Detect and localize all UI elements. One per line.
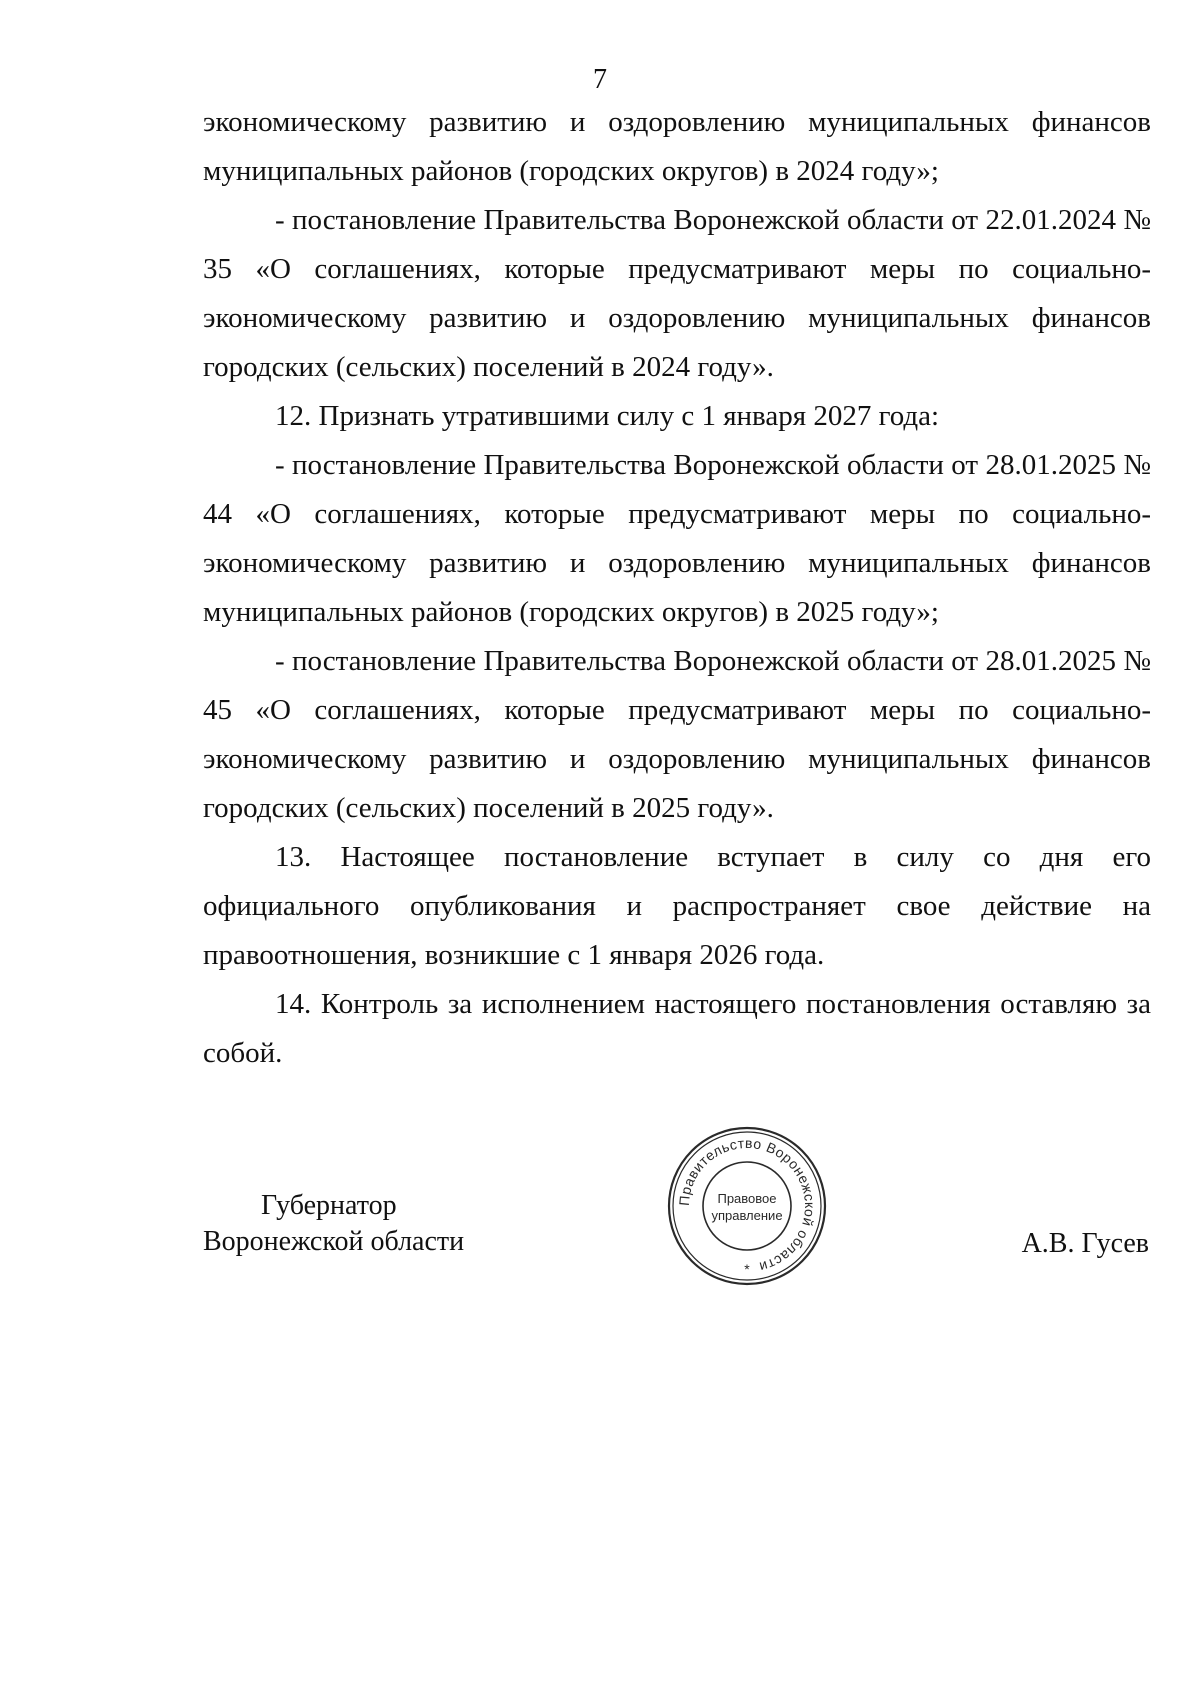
paragraph-item: 13. Настоящее постановление вступает в силу со дня его официального опубликования и распространяет свое действие на правоотношения, возникшие с 1 января 2026 года. — [203, 841, 1151, 971]
document-body — [203, 98, 1151, 1078]
paragraph-item: - постановление Правительства Воронежской области от 28.01.2025 № 44 «О соглашениях, которые предусматривают меры по социально-экономическому развитию и оздоровлению муниципальных финансов муниципальных районов (городских округов) в 2025 году»; — [203, 449, 1151, 628]
seal-icon — [665, 1124, 829, 1288]
svg-text:управление: управление — [711, 1208, 783, 1223]
official-seal — [665, 1124, 829, 1288]
svg-text:Правовое: Правовое — [717, 1191, 777, 1206]
signature-position-line2: Воронежской области — [203, 1226, 465, 1257]
page-number: 7 — [593, 64, 607, 95]
signature-position — [203, 1188, 464, 1260]
paragraph-item: 12. Признать утратившими силу с 1 января 2027 года: — [275, 400, 940, 432]
svg-text:Правительство Воронежской обла: Правительство Воронежской области — [675, 1134, 819, 1276]
signature-position-line1: Губернатор — [261, 1190, 397, 1221]
paragraph-item: - постановление Правительства Воронежской области от 28.01.2025 № 45 «О соглашениях, которые предусматривают меры по социально-экономическому развитию и оздоровлению муниципальных финансов городских (сельских) поселений в 2025 году». — [203, 645, 1151, 824]
paragraph-item: - постановление Правительства Воронежской области от 22.01.2024 № 35 «О соглашениях, которые предусматривают меры по социально-экономическому развитию и оздоровлению муниципальных финансов городских (сельских) поселений в 2024 году». — [203, 204, 1151, 383]
svg-text:*: * — [744, 1261, 750, 1277]
paragraph-continuation: экономическому развитию и оздоровлению муниципальных финансов муниципальных районов (городских округов) в 2024 году»; — [203, 106, 1151, 187]
paragraph-item: 14. Контроль за исполнением настоящего постановления оставляю за собой. — [203, 988, 1151, 1069]
signatory-name: А.В. Гусев — [1021, 1228, 1149, 1259]
